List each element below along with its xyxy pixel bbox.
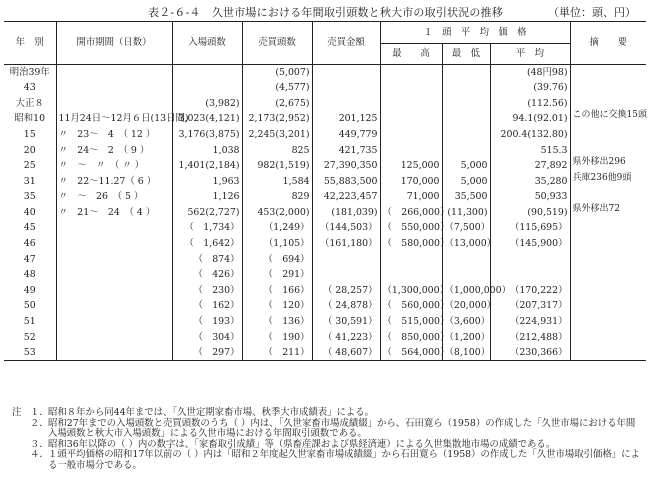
note-text: 昭和８年から同44年までは、「久世定期家畜市場、秋季大市成績表」による。: [48, 407, 374, 418]
cell-year: 45: [23, 222, 36, 234]
cell-period: [56, 298, 172, 314]
cell-max: （ 850,000）: [380, 330, 442, 346]
cell-min: 5,000: [442, 158, 490, 174]
cell-amount: 201,125: [312, 111, 380, 127]
cell-entered: （ 304）: [172, 330, 242, 346]
cell-year: 48: [23, 269, 36, 281]
cell-avg: (39.76): [490, 80, 570, 96]
cell-remarks: 兵庫236他9頭: [570, 174, 646, 190]
notes-list: [12, 408, 640, 472]
cell-amount: [312, 252, 380, 268]
cell-period: [56, 252, 172, 268]
cell-max: [380, 111, 442, 127]
table-row: [4, 96, 646, 112]
cell-sold: 453(2,000): [242, 205, 312, 221]
note-number: ３．: [30, 438, 49, 450]
cell-remarks: [570, 65, 646, 81]
table-row: [4, 127, 646, 143]
cell-max: [380, 252, 442, 268]
cell-period: [56, 345, 172, 361]
cell-sold: （ 166）: [242, 283, 312, 299]
cell-max: [380, 142, 442, 158]
cell-amount: 421,735: [312, 142, 380, 158]
cell-sold: （1,249）: [242, 220, 312, 236]
cell-avg: （145,900）: [490, 236, 570, 252]
header-remarks: 摘 要: [570, 22, 646, 65]
cell-period: [56, 330, 172, 346]
cell-amount: （ 41,223）: [312, 330, 380, 346]
cell-amount: 55,883,500: [312, 174, 380, 190]
market-table: [4, 21, 646, 361]
cell-sold: 829: [242, 189, 312, 205]
cell-period: [56, 314, 172, 330]
cell-amount: 449,779: [312, 127, 380, 143]
cell-avg: 27,892: [490, 158, 570, 174]
cell-year: 49: [23, 284, 36, 296]
cell-entered: （ 162）: [172, 298, 242, 314]
cell-entered: （ 1,734）: [172, 220, 242, 236]
cell-entered: 3,023(4,121): [172, 111, 242, 127]
cell-min: [442, 80, 490, 96]
cell-max: [380, 267, 442, 283]
cell-max: （ 266,000）: [380, 205, 442, 221]
header-year: 年 別: [4, 22, 56, 65]
table-row: [4, 252, 646, 268]
cell-max: [380, 65, 442, 81]
table-row: [4, 174, 646, 190]
cell-period: [56, 236, 172, 252]
header-period: 開市期間（日数）: [56, 22, 172, 65]
cell-sold: （ 120）: [242, 298, 312, 314]
cell-sold: （ 190）: [242, 330, 312, 346]
cell-year: 43: [23, 82, 36, 94]
note-item: [30, 419, 640, 440]
cell-sold: 1,584: [242, 174, 312, 190]
cell-amount: （ 48,607）: [312, 345, 380, 361]
cell-sold: (5,007): [242, 65, 312, 81]
note-number: ２．: [30, 417, 49, 429]
cell-year: 46: [23, 238, 36, 250]
cell-remarks: [570, 189, 646, 205]
table-row: [4, 314, 646, 330]
cell-remarks: [570, 252, 646, 268]
cell-entered: [172, 65, 242, 81]
cell-entered: 562(2,727): [172, 205, 242, 221]
cell-avg: (48円98): [490, 65, 570, 81]
cell-max: 71,000: [380, 189, 442, 205]
cell-entered: （ 1,642）: [172, 236, 242, 252]
cell-amount: （ 24,878）: [312, 298, 380, 314]
cell-period: 〃 23～ 4 （ 12 ）: [56, 127, 172, 143]
note-text: 昭和27年までの入場頭数と売買頭数のうち（ ）内は、「久世家畜市場成績綴」から、石田寛ら（1958）の作成した「久世市場における年間入場頭数と秋大市入場頭数」による久世市場における年間取引頭数である。: [48, 417, 636, 440]
cell-remarks: [570, 236, 646, 252]
note-item: [30, 450, 640, 471]
table-row: [4, 330, 646, 346]
table-title: 表２-６-４ 久世市場における年間取引頭数と秋大市の取引状況の推移: [148, 6, 504, 19]
table-row: [4, 220, 646, 236]
cell-min: （20,000）: [442, 298, 490, 314]
cell-entered: 1,963: [172, 174, 242, 190]
table-row: [4, 65, 646, 81]
cell-sold: 825: [242, 142, 312, 158]
cell-remarks: [570, 127, 646, 143]
cell-amount: （144,503）: [312, 220, 380, 236]
cell-min: [442, 127, 490, 143]
note-text: １頭平均価格の昭和17年以前の（ ）内は「昭和２年度起久世家畜市場成績綴」から石田寛ら（1958）の作成した「久世市場取引価格」による一般市場分である。: [48, 449, 640, 471]
cell-max: 125,000: [380, 158, 442, 174]
table-row: [4, 111, 646, 127]
cell-sold: （ 694）: [242, 252, 312, 268]
cell-min: （1,000,000）: [442, 283, 490, 299]
cell-min: （3,600）: [442, 314, 490, 330]
header-amount: 売買金額: [312, 22, 380, 65]
cell-avg: [490, 252, 570, 268]
note-number: ４．: [30, 449, 49, 461]
notes-section: [12, 408, 640, 472]
cell-max: [380, 127, 442, 143]
cell-min: （1,200）: [442, 330, 490, 346]
cell-remarks: [570, 96, 646, 112]
cell-avg: （224,931）: [490, 314, 570, 330]
cell-entered: （ 297）: [172, 345, 242, 361]
cell-sold: 2,173(2,952): [242, 111, 312, 127]
header-min: 最 低: [442, 44, 490, 65]
cell-entered: 1,038: [172, 142, 242, 158]
notes-label: 注: [12, 407, 22, 418]
cell-entered: 1,401(2,184): [172, 158, 242, 174]
cell-entered: （ 426）: [172, 267, 242, 283]
cell-max: （ 564,000）: [380, 345, 442, 361]
cell-max: 170,000: [380, 174, 442, 190]
table-row: [4, 205, 646, 221]
cell-amount: 42,223,457: [312, 189, 380, 205]
cell-avg: （230,366）: [490, 345, 570, 361]
cell-amount: 27,390,350: [312, 158, 380, 174]
cell-max: （1,300,000）: [380, 283, 442, 299]
table-row: [4, 283, 646, 299]
cell-amount: (181,039): [312, 205, 380, 221]
cell-period: 11月24日～12月６日(13日間): [56, 111, 172, 127]
cell-period: 〃 ～ 26 （ 5 ）: [56, 189, 172, 205]
cell-remarks: [570, 283, 646, 299]
cell-period: 〃 22～11.27（ 6 ）: [56, 174, 172, 190]
cell-avg: (112.56): [490, 96, 570, 112]
cell-remarks: [570, 330, 646, 346]
cell-avg: 200.4(132.80): [490, 127, 570, 143]
cell-remarks: 県外移出296: [570, 158, 646, 174]
table-body: [4, 65, 646, 361]
cell-min: [442, 111, 490, 127]
cell-remarks: [570, 267, 646, 283]
cell-amount: [312, 267, 380, 283]
table-row: [4, 298, 646, 314]
cell-avg: （212,488）: [490, 330, 570, 346]
cell-min: 5,000: [442, 174, 490, 190]
cell-year: 15: [23, 128, 36, 140]
cell-entered: [172, 80, 242, 96]
cell-sold: （1,105）: [242, 236, 312, 252]
cell-year: 明治39年: [9, 66, 50, 78]
cell-sold: 982(1,519): [242, 158, 312, 174]
cell-min: [442, 252, 490, 268]
cell-year: 大正８: [15, 97, 44, 109]
cell-avg: 94.1(92.01): [490, 111, 570, 127]
cell-min: [442, 267, 490, 283]
cell-min: （13,000）: [442, 236, 490, 252]
cell-entered: （ 874）: [172, 252, 242, 268]
cell-sold: （ 136）: [242, 314, 312, 330]
table-row: [4, 267, 646, 283]
cell-max: （ 580,000）: [380, 236, 442, 252]
cell-entered: （ 193）: [172, 314, 242, 330]
table-row: [4, 345, 646, 361]
cell-max: [380, 96, 442, 112]
cell-period: [56, 283, 172, 299]
cell-min: (11,300): [442, 205, 490, 221]
cell-amount: （ 30,591）: [312, 314, 380, 330]
cell-max: [380, 80, 442, 96]
cell-year: 31: [23, 175, 36, 187]
cell-sold: （ 211）: [242, 345, 312, 361]
header-avg: 平 均: [490, 44, 570, 65]
cell-year: 52: [23, 331, 36, 343]
cell-amount: [312, 80, 380, 96]
cell-avg: 50,933: [490, 189, 570, 205]
cell-sold: (2,675): [242, 96, 312, 112]
cell-year: 40: [23, 206, 36, 218]
cell-period: [56, 220, 172, 236]
table-row: [4, 189, 646, 205]
unit-label: （単位：頭、円）: [548, 6, 636, 19]
note-number: １．: [30, 407, 49, 418]
cell-amount: [312, 65, 380, 81]
cell-avg: 515.3: [490, 142, 570, 158]
cell-sold: (4,577): [242, 80, 312, 96]
cell-amount: [312, 96, 380, 112]
cell-max: （ 515,000）: [380, 314, 442, 330]
cell-amount: （161,180）: [312, 236, 380, 252]
cell-entered: 1,126: [172, 189, 242, 205]
cell-avg: 35,280: [490, 174, 570, 190]
cell-period: 〃 21～ 24 （ 4 ）: [56, 205, 172, 221]
cell-year: 50: [23, 300, 36, 312]
cell-period: [56, 80, 172, 96]
cell-year: 53: [4, 345, 56, 361]
cell-min: 35,500: [442, 189, 490, 205]
cell-avg: （115,695）: [490, 220, 570, 236]
cell-year: 51: [23, 316, 36, 328]
cell-avg: (90,519): [490, 205, 570, 221]
cell-year: 昭和10: [14, 113, 46, 125]
header-max: 最 高: [380, 44, 442, 65]
cell-entered: （ 230）: [172, 283, 242, 299]
cell-year: 35: [23, 191, 36, 203]
cell-entered: (3,982): [172, 96, 242, 112]
cell-period: 〃 ～ 〃 （ 〃 ）: [56, 158, 172, 174]
cell-remarks: [570, 298, 646, 314]
cell-avg: （207,317）: [490, 298, 570, 314]
cell-year: 25: [23, 160, 36, 172]
table-row: [4, 158, 646, 174]
cell-min: （7,500）: [442, 220, 490, 236]
header-entered: 入場頭数: [172, 22, 242, 65]
cell-remarks: [570, 80, 646, 96]
cell-period: [56, 65, 172, 81]
cell-min: [442, 65, 490, 81]
cell-period: [56, 267, 172, 283]
cell-sold: （ 291）: [242, 267, 312, 283]
cell-min: （8,100）: [442, 345, 490, 361]
cell-year: 47: [23, 253, 36, 265]
cell-max: （ 560,000）: [380, 298, 442, 314]
cell-year: 20: [23, 144, 36, 156]
cell-remarks: [570, 314, 646, 330]
cell-avg: [490, 267, 570, 283]
cell-period: [56, 96, 172, 112]
cell-min: [442, 142, 490, 158]
cell-remarks: 県外移出72: [570, 205, 646, 221]
table-row: [4, 142, 646, 158]
header-sold: 売買頭数: [242, 22, 312, 65]
cell-min: [442, 96, 490, 112]
cell-remarks: [570, 345, 646, 361]
cell-remarks: [570, 142, 646, 158]
table-title-bar: [0, 4, 650, 20]
cell-remarks: [570, 220, 646, 236]
cell-max: （ 550,000）: [380, 220, 442, 236]
cell-remarks: この他に交換15頭: [570, 111, 646, 127]
header-price-group: １ 頭 平 均 価 格: [380, 22, 570, 44]
cell-entered: 3,176(3,875): [172, 127, 242, 143]
cell-avg: （170,222）: [490, 283, 570, 299]
cell-amount: （ 28,257）: [312, 283, 380, 299]
note-text: 昭和36年以降の（ ）内の数字は、「家畜取引成績」等（県畜産課および県経済連）による久世集散地市場の成績である。: [48, 438, 556, 450]
table-row: [4, 236, 646, 252]
cell-period: 〃 24～ 2 （ 9 ）: [56, 142, 172, 158]
table-row: [4, 80, 646, 96]
cell-sold: 2,245(3,201): [242, 127, 312, 143]
